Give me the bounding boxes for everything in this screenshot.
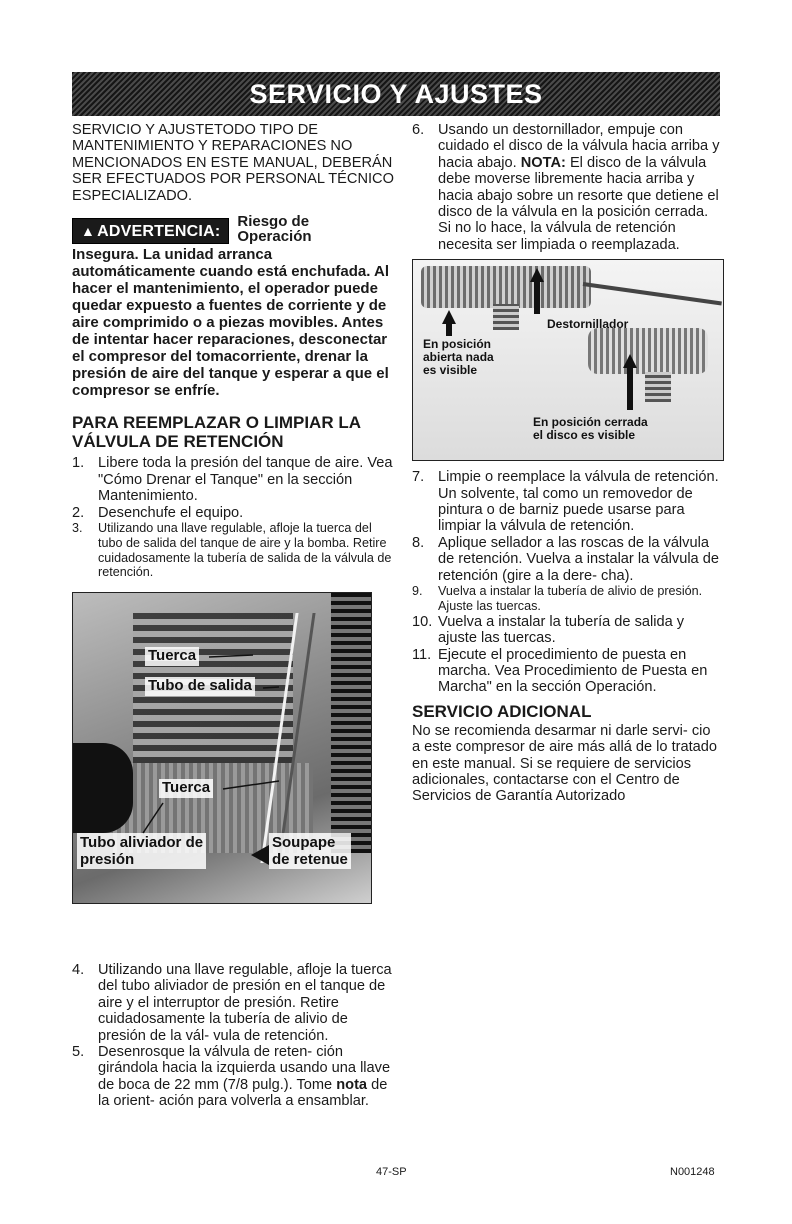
step-text: Limpie o reemplace la válvula de retención. Un solvente, tal como un removedor de pintura o de barniz puede usarse para limpiar la válvula de retención. [438,469,719,535]
step-text: Ejecute el procedimiento de puesta en marcha. Vea Procedimiento de Puesta en Marcha" en la sección Operación. [438,646,708,696]
step-number: 9. [412,584,423,599]
check-valve-photo [412,259,724,461]
step-number: 11. [412,646,432,663]
step-number: 10. [412,613,433,630]
document-code: N001248 [670,1166,715,1178]
step-number: 5. [72,1044,85,1061]
warning-heading-line2: Operación [237,228,312,246]
list-item [412,535,722,584]
arrow-stem [627,366,633,410]
left-column [72,122,394,904]
label-tubo-salida: Tubo de salida [145,677,255,695]
steps-list-left [72,455,394,580]
arrow-stem [446,322,452,336]
label-tubo-aliviador-line1: Tubo aliviador de [80,834,204,852]
label-soupape-line2: de retenue [272,851,348,869]
label-tuerca-bottom: Tuerca [159,779,213,797]
valve-closed-fitting [645,372,671,402]
step-number: 8. [412,534,425,551]
arrow-line [223,781,279,789]
list-item [412,647,722,696]
label-soupape-line1: Soupape [272,834,336,852]
warning-badge-label: ADVERTENCIA: [97,223,221,241]
label-cerrada-line1: En posición cerrada [533,415,648,430]
warning-header [72,214,394,244]
steps-list-left-continued [72,962,394,1110]
label-tuerca-top: Tuerca [145,647,199,665]
arrow-line [263,687,279,688]
step-text: Utilizando una llave regulable, afloje la tuerca del tubo aliviador de presión en el tanque de aire y el interruptor de presión. Retire cuidadosamente la tubería de alivio de presión de la vál- vula de retención. [98,962,392,1044]
step-text-bold: nota [336,1076,368,1093]
list-item [412,584,722,614]
warning-text: Insegura. La unidad arranca automáticamente cuando está enchufada. Al hacer el mantenimiento, el operador puede quedar expuesto a fuentes de corriente y de aire comprimido o a piezas movibles. Antes de intentar hacer reparaciones, desconectar el compresor del tomacorriente, drenar la presión de aire del tanque y esperar a que el compresor se enfríe. [72,246,390,400]
warning-heading-line1: Riesgo de [237,213,310,231]
list-item [72,962,394,1044]
list-item [72,455,394,504]
additional-service-text: No se recomienda desarmar ni darle servi- cio a este compresor de aire más allá de lo tratado en este manual. Si se requiere de servicios adicionales, contactarse con el Centro de Servicios de Garantía Autorizado [412,722,718,805]
section-heading-line2: VÁLVULA DE RETENCIÓN [72,432,284,452]
steps-list-right [412,469,722,695]
compressor-photo [72,592,372,904]
section-banner [72,72,720,116]
list-item [72,505,394,521]
section-heading [72,413,394,451]
section-heading-line1: PARA REEMPLAZAR O LIMPIAR LA [72,413,361,433]
step-note-label: NOTA: [520,154,566,171]
additional-service-heading: SERVICIO ADICIONAL [412,701,592,721]
step-text-continued: de la orient- ación para volverla a ensamblar. [98,1076,388,1110]
step-number: 3. [72,521,83,536]
list-item [412,122,722,253]
valve-closed-body [588,328,708,374]
list-item [412,469,722,535]
page-number: 47-SP [376,1166,407,1178]
intro-paragraph: SERVICIO Y AJUSTETODO TIPO DE MANTENIMIENTO Y REPARACIONES NO MENCIONADOS EN ESTE MANUAL, DEBERÁN SER EFECTUADOS POR PERSONAL TÉCNICO ESPECIALIZADO. [72,122,394,204]
step-number: 2. [72,504,85,521]
steps-list-right-top [412,122,722,253]
valve-open-fitting [493,304,519,330]
warning-badge [72,218,229,244]
step-text: Vuelva a instalar la tubería de alivio de presión. Ajuste las tuercas. [438,584,703,613]
step-text: Vuelva a instalar la tubería de salida y ajuste las tuercas. [438,613,685,647]
label-cerrada [533,416,648,442]
step-text: Desenrosque la válvula de reten- ción girándola hacia la izquierda usando una llave de boca de 22 mm (7/8 pulg.). Tome [98,1044,391,1093]
list-item [72,1044,394,1110]
step-number: 4. [72,962,85,978]
step-number: 1. [72,455,85,472]
valve-open-body [421,266,591,308]
arrow-line [209,655,253,657]
step-text: Utilizando una llave regulable, afloje la tuerca del tubo de salida del tanque de aire y la bomba. Retire cuidadosamente la tubería de salida de la válvula de retención. [98,521,392,580]
step-number: 6. [412,122,425,138]
label-tubo-aliviador-line2: presión [80,851,135,869]
step-number: 7. [412,469,425,486]
arrow-stem [534,280,540,314]
label-abierta: En posición abierta nada es visible [423,337,494,378]
label-destornillador: Destornillador [547,317,629,332]
left-continued [72,962,394,1110]
arrow-head-icon [251,845,269,865]
step-text-continued: El disco de la válvula debe moverse libremente hacia arriba y hacia abajo sobre un resorte que detiene el disco de la válvula en la posición cerrada. Si no lo hace, la válvula de retención necesita ser limpiada o reemplazada. [438,154,719,253]
arrow-line [143,803,163,833]
right-column [412,122,722,805]
list-item [412,614,722,647]
page-title: SERVICIO Y AJUSTES [249,78,543,109]
label-cerrada-line2: el disco es visible [533,428,636,443]
callout-arrows [73,593,371,903]
step-text: Desenchufe el equipo. [98,504,244,521]
list-item [72,521,394,580]
step-text: Usando un destornillador, empuje con cuidado el disco de la válvula hacia arriba y hacia abajo. [438,122,720,171]
warning-heading [237,214,311,244]
step-text: Aplique sellador a las roscas de la válvula de retención. Vuelva a instalar la válvula de retención (gire a la dere- cha). [438,534,719,584]
warning-triangle-icon: ▲ [81,223,96,240]
screwdriver-graphic [583,282,722,305]
step-text: Libere toda la presión del tanque de aire. Vea "Cómo Drenar el Tanque" en la sección Mantenimiento. [98,455,393,505]
